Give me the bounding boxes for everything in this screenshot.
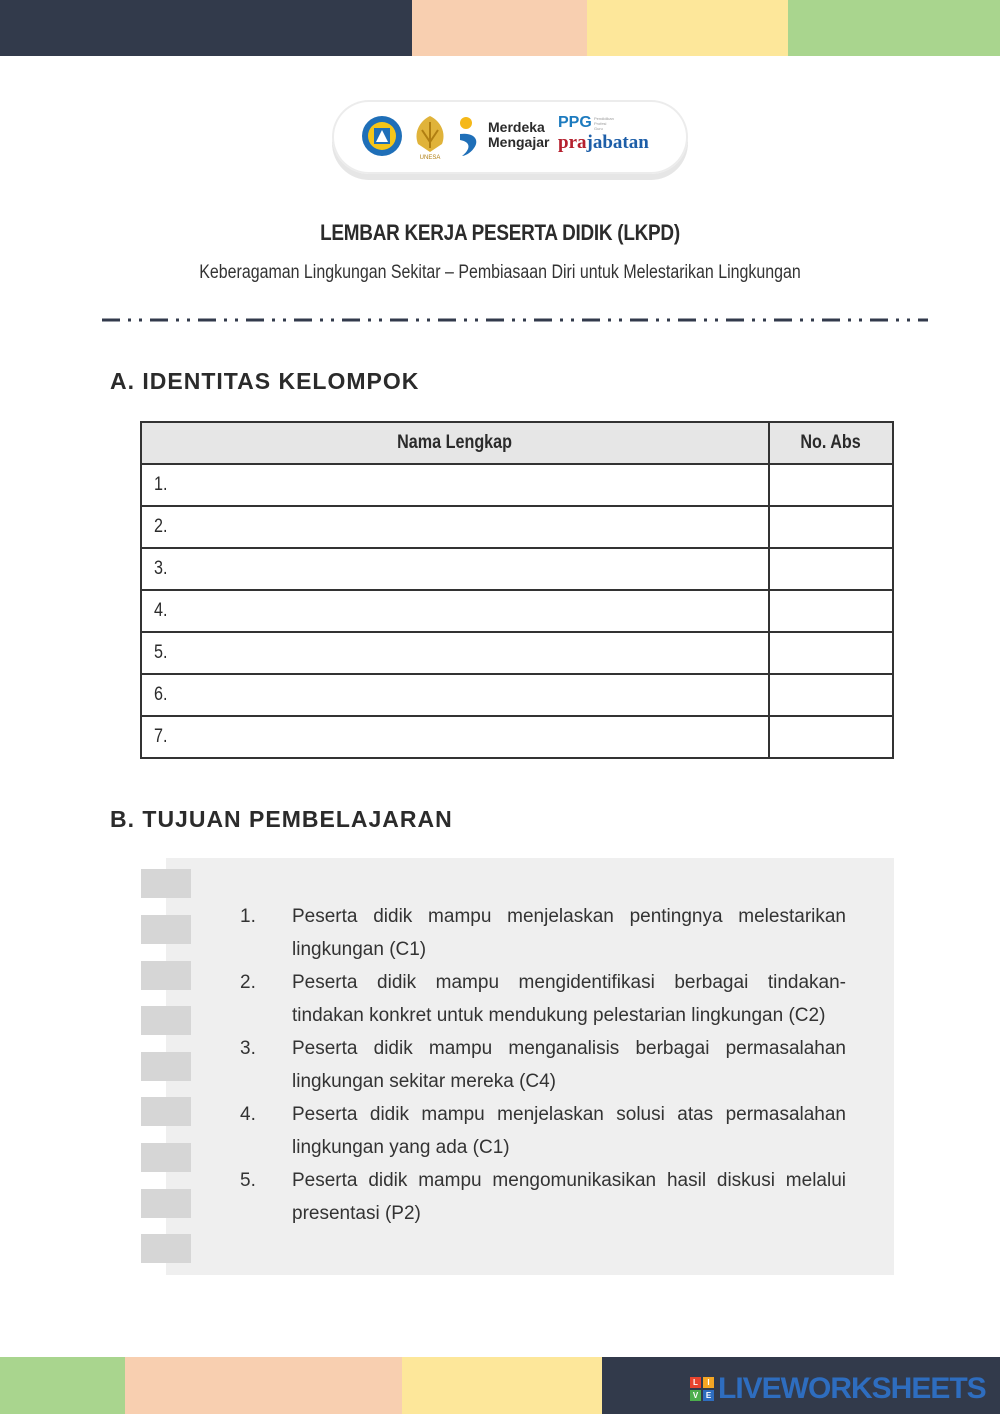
section-b-heading: B. TUJUAN PEMBELAJARAN bbox=[110, 806, 453, 832]
binder-tab bbox=[141, 915, 191, 944]
objective-text: Peserta didik mampu menjelaskan pentingnya melestarikan lingkungan (C1) bbox=[292, 906, 846, 960]
column-header-abs-label: No. Abs bbox=[800, 432, 862, 453]
table-row bbox=[141, 548, 893, 590]
row-number: 4. bbox=[154, 600, 168, 621]
liveworksheets-text: LIVEWORKSHEETS bbox=[718, 1372, 986, 1405]
objective-number: 4. bbox=[240, 1104, 256, 1125]
band-green bbox=[788, 0, 1000, 56]
objective-text: Peserta didik mampu mengomunikasikan hasil diskusi melalui presentasi (P2) bbox=[292, 1170, 846, 1224]
row-number: 5. bbox=[154, 642, 168, 663]
kemdikbud-logo bbox=[360, 114, 404, 158]
list-item bbox=[240, 1032, 846, 1098]
list-item bbox=[240, 1164, 846, 1230]
prajabatan-text bbox=[558, 132, 649, 154]
list-item bbox=[240, 966, 846, 1032]
column-header-abs bbox=[769, 422, 893, 464]
row-number: 6. bbox=[154, 684, 168, 705]
prajabatan-pre: pra bbox=[558, 132, 587, 153]
lw-letter: E bbox=[703, 1390, 714, 1401]
ppg-text: PPG bbox=[558, 114, 592, 131]
table-row bbox=[141, 464, 893, 506]
name-cell[interactable] bbox=[141, 716, 769, 758]
objective-text: Peserta didik mampu menganalisis berbagai permasalahan lingkungan sekitar mereka (C4) bbox=[292, 1038, 846, 1092]
band-peach bbox=[412, 0, 587, 56]
objective-text: Peserta didik mampu mengidentifikasi berbagai tindakan-tindakan konkret untuk mendukung pelestarian lingkungan (C2) bbox=[292, 972, 846, 1026]
band-yellow bbox=[587, 0, 788, 56]
liveworksheets-icon bbox=[690, 1377, 714, 1401]
unesa-label: UNESA bbox=[419, 155, 441, 160]
table-header-row bbox=[141, 422, 893, 464]
dashed-divider bbox=[100, 314, 930, 326]
band-yellow bbox=[402, 1357, 602, 1414]
name-cell[interactable] bbox=[141, 506, 769, 548]
objective-number: 3. bbox=[240, 1038, 256, 1059]
document-subtitle: Keberagaman Lingkungan Sekitar – Pembiasaan Diri untuk Melestarikan Lingkungan bbox=[199, 262, 801, 283]
band-navy bbox=[0, 0, 412, 56]
objective-number: 5. bbox=[240, 1170, 256, 1191]
top-color-band bbox=[0, 0, 1000, 56]
liveworksheets-logo[interactable] bbox=[690, 1372, 986, 1406]
lw-letter: I bbox=[703, 1377, 714, 1388]
row-number: 2. bbox=[154, 516, 168, 537]
objective-number: 2. bbox=[240, 972, 256, 993]
binder-tab bbox=[141, 961, 191, 990]
ppg-small-text: Pendidikan Profesi Guru bbox=[594, 116, 614, 131]
name-cell[interactable] bbox=[141, 590, 769, 632]
row-number: 3. bbox=[154, 558, 168, 579]
row-number: 1. bbox=[154, 474, 168, 495]
lw-letter: L bbox=[690, 1377, 701, 1388]
document-title: LEMBAR KERJA PESERTA DIDIK (LKPD) bbox=[320, 220, 680, 245]
row-number: 7. bbox=[154, 726, 168, 747]
table-row bbox=[141, 506, 893, 548]
abs-cell[interactable] bbox=[769, 632, 893, 674]
band-green bbox=[0, 1357, 125, 1414]
merdeka-line2: Mengajar bbox=[488, 134, 550, 150]
group-identity-table bbox=[140, 421, 894, 759]
lw-letter: V bbox=[690, 1390, 701, 1401]
band-peach bbox=[125, 1357, 402, 1414]
list-item bbox=[240, 900, 846, 966]
binder-tab bbox=[141, 1097, 191, 1126]
abs-cell[interactable] bbox=[769, 590, 893, 632]
abs-cell[interactable] bbox=[769, 506, 893, 548]
abs-cell[interactable] bbox=[769, 716, 893, 758]
name-cell[interactable] bbox=[141, 548, 769, 590]
column-header-name bbox=[141, 422, 769, 464]
list-item bbox=[240, 1098, 846, 1164]
binder-tab bbox=[141, 1189, 191, 1218]
name-cell[interactable] bbox=[141, 632, 769, 674]
binder-tab bbox=[141, 1052, 191, 1081]
merdeka-mengajar-icon bbox=[456, 116, 486, 158]
table-row bbox=[141, 590, 893, 632]
abs-cell[interactable] bbox=[769, 548, 893, 590]
prajabatan-post: jabatan bbox=[586, 132, 649, 153]
merdeka-line1: Merdeka bbox=[488, 119, 545, 135]
binder-tab bbox=[141, 1234, 191, 1263]
binder-tab bbox=[141, 1006, 191, 1035]
name-cell[interactable] bbox=[141, 674, 769, 716]
binder-tab bbox=[141, 869, 191, 898]
unesa-logo bbox=[408, 112, 452, 160]
table-row bbox=[141, 674, 893, 716]
table-row bbox=[141, 716, 893, 758]
objective-number: 1. bbox=[240, 906, 256, 927]
section-a-heading: A. IDENTITAS KELOMPOK bbox=[110, 368, 420, 394]
abs-cell[interactable] bbox=[769, 464, 893, 506]
merdeka-mengajar-text bbox=[488, 120, 549, 150]
abs-cell[interactable] bbox=[769, 674, 893, 716]
table-row bbox=[141, 632, 893, 674]
objective-text: Peserta didik mampu menjelaskan solusi atas permasalahan lingkungan yang ada (C1) bbox=[292, 1104, 846, 1158]
column-header-name-label: Nama Lengkap bbox=[397, 432, 513, 453]
binder-tab bbox=[141, 1143, 191, 1172]
logo-bar bbox=[332, 100, 688, 174]
objectives-list bbox=[240, 900, 846, 1230]
name-cell[interactable] bbox=[141, 464, 769, 506]
